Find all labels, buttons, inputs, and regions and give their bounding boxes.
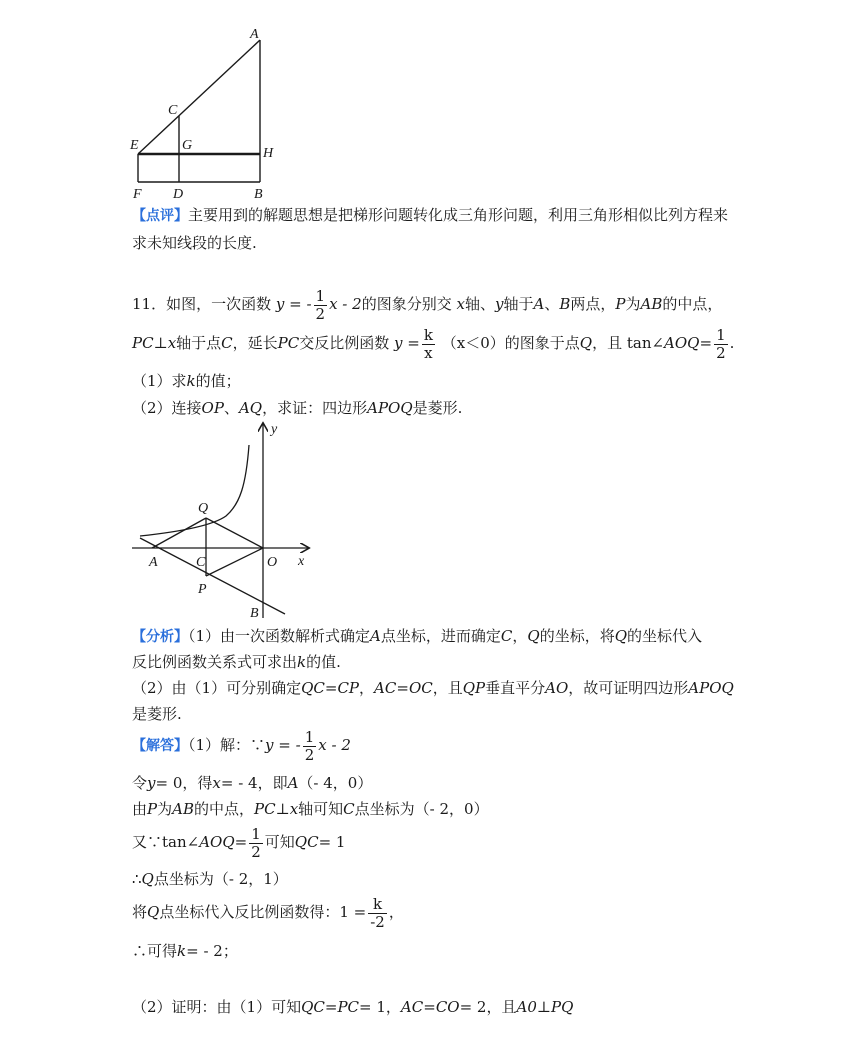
text-span: 轴、 (464, 295, 495, 313)
fraction-denominator: 2 (304, 745, 315, 764)
text-span: AB (640, 295, 663, 313)
text-span: = - 4，即 (220, 774, 288, 792)
text-span: 是菱形. (412, 399, 463, 417)
text-span: . (729, 334, 735, 352)
segment-QO (206, 518, 263, 548)
label-A: A (250, 27, 259, 42)
text-span: = (423, 998, 436, 1016)
analysis-tag: 【分析】 (132, 629, 188, 645)
text-span: Q (579, 334, 593, 352)
label-A: A (149, 555, 158, 570)
fraction-numerator: 1 (304, 727, 315, 746)
fraction-numerator: 1 (251, 824, 261, 843)
label-Q: Q (198, 501, 209, 516)
text-span: 点坐标，进而确定 (380, 627, 501, 645)
label-P: P (198, 582, 207, 597)
answer-line-3 (132, 798, 489, 820)
hyperbola-curve (140, 445, 249, 536)
fraction-numerator: 1 (716, 325, 726, 344)
text-span: 的图象于点 (504, 334, 580, 352)
answer-line-2 (132, 772, 372, 794)
text-span: AQ (238, 399, 263, 417)
text-span: AC (400, 998, 424, 1016)
text-span: （2）由（1）可分别确定 (132, 679, 302, 697)
text-span: Q (614, 627, 628, 645)
text-span: P (615, 295, 626, 313)
text-span: 的中点， (193, 800, 254, 818)
text-span: 的值. (306, 653, 341, 671)
text-span: ， (388, 903, 404, 921)
answer-line-5 (132, 868, 288, 890)
text-span: （1）求 (132, 372, 187, 390)
text-span: y = - (275, 295, 312, 313)
answer-line-1 (132, 727, 351, 764)
trapezoid-figure (126, 22, 286, 202)
text-span: PQ (550, 998, 574, 1016)
segment-OP (206, 548, 263, 576)
text-span: 是菱形. (132, 705, 182, 723)
text-span: y (147, 774, 156, 792)
text-span: Q (147, 903, 160, 921)
label-C: C (196, 555, 206, 570)
text-span: 为 (157, 800, 173, 818)
text-span: 的图象分别交 (361, 295, 452, 313)
fraction-denominator: x (424, 343, 433, 362)
text-span: （- 4，0） (298, 774, 373, 792)
text-span: 点坐标为（- 2，0） (354, 800, 489, 818)
question-line-1 (132, 286, 722, 323)
text-span: ，求证：四边形 (262, 399, 368, 417)
text-span: ，且 tan∠ (592, 334, 665, 352)
text-span: y (494, 295, 504, 313)
text-span: AOQ (664, 334, 700, 352)
fraction-numerator: k (368, 896, 387, 914)
comment-tag: 【点评】 (132, 208, 188, 224)
label-D: D (173, 187, 184, 202)
text-span: 交反比例函数 (299, 334, 390, 352)
text-span: x (167, 334, 177, 352)
text-span: 的中点， (662, 295, 723, 313)
text-span: 又∵tan∠ (132, 833, 200, 851)
text-span: A (287, 774, 299, 792)
text-span: ∴可得 (132, 942, 178, 960)
text-span: 为 (625, 295, 641, 313)
text-span: = 0，得 (155, 774, 213, 792)
fraction-k-over-neg2 (368, 896, 387, 931)
text-span: 求未知线段的长度. (132, 234, 257, 252)
text-span: 将 (132, 903, 148, 921)
fraction-half (314, 288, 328, 323)
text-span: y = - (265, 736, 301, 754)
text-span: 、 (544, 295, 560, 313)
text-span: 的坐标代入 (627, 627, 703, 645)
text-span: ，故可证明四边形 (568, 679, 689, 697)
segment-AE (138, 40, 260, 154)
fraction-k-over-x (422, 327, 435, 362)
analysis-line-3 (132, 677, 734, 699)
label-E: E (130, 138, 139, 153)
fraction-half-answer (303, 729, 317, 764)
text-span: （1）解：∵ (188, 736, 266, 754)
text-span: x (212, 774, 221, 792)
text-span: AC (374, 679, 397, 697)
text-span: （x＜0） (441, 334, 505, 352)
text-span: = (234, 833, 248, 851)
text-span: 点坐标为（- 2，1） (153, 870, 288, 888)
text-span: （2）证明：由（1）可知 (132, 998, 302, 1016)
text-span: A (533, 295, 545, 313)
text-span: 两点， (570, 295, 616, 313)
text-span: k (297, 653, 307, 671)
text-span: 点坐标代入反比例函数得：1 = (159, 903, 367, 921)
label-y: y (271, 422, 278, 437)
label-F: F (133, 187, 142, 202)
analysis-line-4 (132, 703, 182, 725)
answer-line-4 (132, 824, 345, 861)
text-span: CO (435, 998, 460, 1016)
text-span: P (147, 800, 158, 818)
text-span: ， (359, 679, 375, 697)
text-span: OC (408, 679, 433, 697)
text-span: CP (337, 679, 360, 697)
text-span: = - 2； (186, 942, 238, 960)
text-span: = (324, 679, 338, 697)
text-span: A (370, 627, 381, 645)
text-span: 的值； (195, 372, 241, 390)
text-span: 11．如图，一次函数 (132, 295, 272, 313)
text-span: k (186, 372, 196, 390)
text-span: 垂直平分 (485, 679, 546, 697)
question-line-2 (132, 325, 734, 362)
text-span: QC (301, 679, 325, 697)
text-span: 由 (132, 800, 148, 818)
fraction-denominator: 2 (716, 343, 726, 362)
text-span: ⊥ (536, 998, 551, 1016)
text-span: x (289, 800, 299, 818)
answer-line-7 (132, 940, 238, 962)
text-span: x - 2 (318, 736, 351, 754)
text-span: C (221, 334, 233, 352)
label-G: G (182, 138, 193, 153)
text-span: （1）由一次函数解析式确定 (188, 627, 371, 645)
text-span: C (500, 627, 513, 645)
answer-line-6 (132, 894, 404, 931)
text-span: 轴可知 (298, 800, 344, 818)
text-span: AO (545, 679, 569, 697)
fraction-tan (714, 327, 728, 362)
text-span: Q (141, 870, 154, 888)
text-span: 轴于点 (176, 334, 222, 352)
text-span: ，延长 (232, 334, 278, 352)
text-span: k (177, 942, 187, 960)
fraction-numerator: 1 (315, 286, 326, 305)
answer-line-8 (132, 996, 573, 1018)
text-span: 主要用到的解题思想是把梯形问题转化成三角形问题，利用三角形相似比列方程来 (188, 206, 729, 224)
text-span: APOQ (688, 679, 734, 697)
text-span: = (699, 334, 713, 352)
text-span: QC (301, 998, 325, 1016)
coordinate-figure (126, 416, 326, 626)
text-span: QC (294, 833, 319, 851)
question-part-1 (132, 370, 241, 392)
label-C: C (168, 103, 178, 118)
fraction-denominator: 2 (315, 304, 326, 323)
text-span: ⊥ (275, 800, 290, 818)
text-span: 、 (223, 399, 239, 417)
comment-line-2 (132, 232, 257, 254)
answer-tag: 【解答】 (132, 738, 188, 754)
text-span: ，且 (432, 679, 463, 697)
text-span: y = (394, 334, 420, 352)
text-span: PC (254, 800, 276, 818)
text-span: = 1 (318, 833, 346, 851)
text-span: 可知 (264, 833, 295, 851)
label-O: O (267, 555, 278, 570)
text-span: ⊥ (153, 334, 168, 352)
text-span: x (456, 295, 465, 313)
text-span: = (396, 679, 409, 697)
fraction-denominator: 2 (251, 842, 261, 861)
text-span: A0 (516, 998, 537, 1016)
analysis-line-1 (132, 625, 702, 648)
text-span: 轴于 (503, 295, 534, 313)
label-B: B (254, 187, 263, 202)
text-span: = 2，且 (459, 998, 517, 1016)
text-span: 令 (132, 774, 148, 792)
label-B: B (250, 606, 259, 621)
text-span: Q (527, 627, 540, 645)
text-span: 的坐标，将 (539, 627, 615, 645)
text-span: （2）连接 (132, 399, 202, 417)
fraction-denominator: -2 (370, 912, 385, 931)
text-span: QP (462, 679, 486, 697)
text-span: = 1， (359, 998, 401, 1016)
text-span: PC (132, 334, 154, 352)
text-span: PC (337, 998, 360, 1016)
text-span: AB (172, 800, 194, 818)
analysis-line-2 (132, 651, 341, 673)
text-span: AOQ (199, 833, 235, 851)
comment-line-1 (132, 204, 728, 227)
text-span: ， (512, 627, 528, 645)
fraction-tan-answer (249, 826, 263, 861)
label-H: H (263, 146, 274, 161)
text-span: C (343, 800, 355, 818)
text-span: x - 2 (329, 295, 362, 313)
label-x: x (298, 554, 305, 569)
text-span: 反比例函数关系式可求出 (132, 653, 298, 671)
text-span: PC (277, 334, 300, 352)
text-span: B (559, 295, 571, 313)
text-span: ∴ (132, 870, 142, 888)
text-span: = (324, 998, 338, 1016)
text-span: OP (201, 399, 224, 417)
fraction-numerator: k (423, 325, 433, 344)
text-span: APOQ (367, 399, 413, 417)
